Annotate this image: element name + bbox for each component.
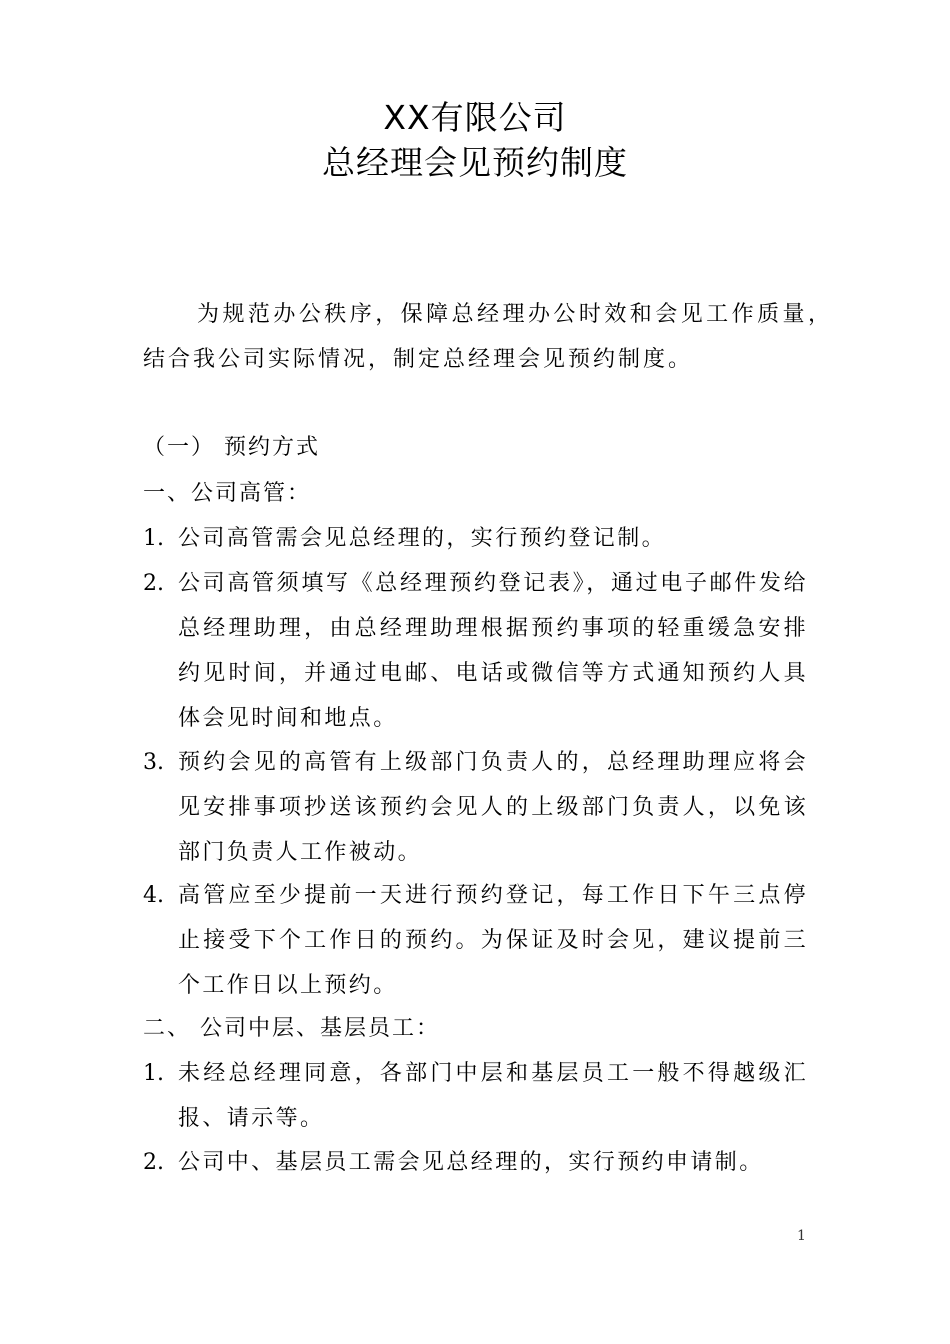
list-item-text: 公司中、基层员工需会见总经理的，实行预约申请制。 <box>178 1150 764 1175</box>
document-title-policy: 总经理会见预约制度 <box>322 143 628 182</box>
page-number: 1 <box>797 1228 806 1244</box>
list-item-number: 2. <box>143 571 164 596</box>
list-item <box>143 740 808 875</box>
list-item-number: 3. <box>143 750 164 775</box>
list-item-text: 公司高管需会见总经理的，实行预约登记制。 <box>178 526 667 551</box>
section-heading-reservation-method: （一） 预约方式 <box>143 435 320 460</box>
list-item <box>143 1140 808 1185</box>
subsection-heading-executives: 一、公司高管： <box>143 481 312 506</box>
list-item <box>143 873 808 1008</box>
intro-paragraph: 为规范办公秩序，保障总经理办公时效和会见工作质量，结合我公司实际情况，制定总经理会见预约制度。 <box>143 302 833 372</box>
list-item <box>143 561 808 741</box>
list-item-number: 1. <box>143 1061 164 1086</box>
list-item-text: 高管应至少提前一天进行预约登记，每工作日下午三点停止接受下个工作日的预约。为保证及时会见，建议提前三个工作日以上预约。 <box>178 883 808 998</box>
list-item-number: 2. <box>143 1150 164 1175</box>
document-title-company: XX有限公司 <box>383 98 567 137</box>
list-item-text: 未经总经理同意，各部门中层和基层员工一般不得越级汇报、请示等。 <box>178 1061 808 1131</box>
list-item-number: 1. <box>143 526 164 551</box>
list-item-text: 预约会见的高管有上级部门负责人的，总经理助理应将会见安排事项抄送该预约会见人的上级部门负责人，以免该部门负责人工作被动。 <box>178 750 808 865</box>
subsection-heading-staff: 二、 公司中层、基层员工： <box>143 1016 440 1041</box>
list-item-text: 公司高管须填写《总经理预约登记表》，通过电子邮件发给总经理助理，由总经理助理根据预约事项的轻重缓急安排约见时间，并通过电邮、电话或微信等方式通知预约人具体会见时间和地点。 <box>178 571 808 731</box>
list-item <box>143 1051 808 1141</box>
list-item-number: 4. <box>143 883 164 908</box>
list-item <box>143 516 808 561</box>
